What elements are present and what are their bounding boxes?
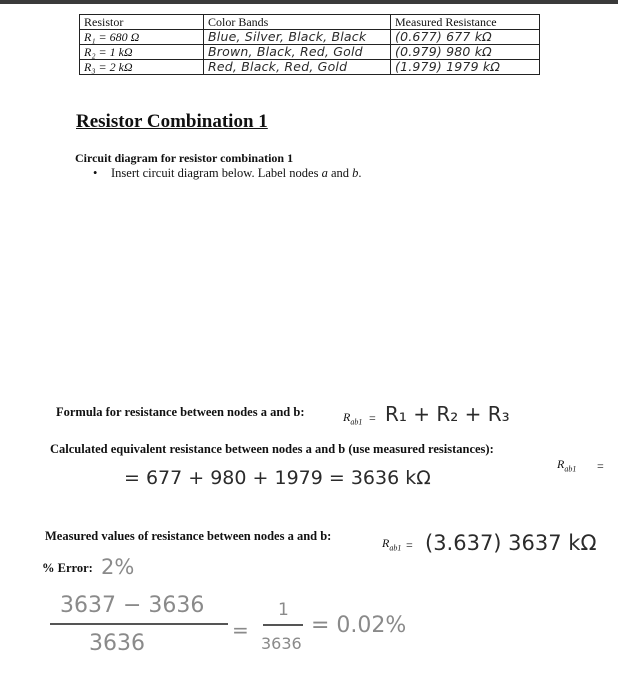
table-row <box>80 45 540 60</box>
node-a-label: a <box>321 166 328 180</box>
resistor-cell: R₂ = 1 kΩ <box>80 45 204 60</box>
formula-symbol: $R_{ab1}$ <box>343 410 363 427</box>
color-bands-cell: Red, Black, Red, Gold <box>204 60 391 75</box>
measured-cell: (1.979) 1979 kΩ <box>391 60 540 75</box>
calculated-symbol: $R_{ab1}$ <box>557 457 577 474</box>
instruction-and: and <box>327 166 353 180</box>
measured-cell: (0.979) 980 kΩ <box>391 45 540 60</box>
measured-cell: (0.677) 677 kΩ <box>391 30 540 45</box>
measured-equals: = <box>406 538 413 552</box>
header-color-bands: Color Bands <box>204 15 391 30</box>
error-equals: = <box>232 618 249 642</box>
error-result: = 0.02% <box>311 613 407 638</box>
error-denominator: 3636 <box>89 631 145 656</box>
section-title: Resistor Combination 1 <box>76 111 268 132</box>
header-resistor: Resistor <box>80 15 204 30</box>
table-row <box>80 60 540 75</box>
resistor-cell: R₃ = 2 kΩ <box>80 60 204 75</box>
measured-handwritten: (3.637) 3637 kΩ <box>425 531 597 555</box>
table-row <box>80 30 540 45</box>
resistor-table <box>79 14 540 75</box>
instruction-bullet <box>93 166 362 181</box>
fraction-bar <box>50 623 228 625</box>
bullet-dot: • <box>93 166 98 180</box>
error-numerator: 3637 − 3636 <box>60 593 205 618</box>
table-header-row <box>80 15 540 30</box>
calculated-handwritten: = 677 + 980 + 1979 = 3636 kΩ <box>124 467 431 489</box>
measured-label: Measured values of resistance between nodes a and b: <box>45 529 332 543</box>
measured-symbol: $R_{ab1}$ <box>382 536 402 553</box>
header-measured-resistance: Measured Resistance <box>391 15 540 30</box>
fraction2-numerator: 1 <box>278 600 289 620</box>
calculated-label: Calculated equivalent resistance between nodes a and b (use measured resistances): <box>50 442 494 456</box>
formula-label: Formula for resistance between nodes a and b: <box>56 405 305 419</box>
color-bands-cell: Blue, Silver, Black, Black <box>204 30 391 45</box>
resistor-cell: R₁ = 680 Ω <box>80 30 204 45</box>
circuit-diagram-heading: Circuit diagram for resistor combination 1 <box>75 151 294 165</box>
instruction-period: . <box>358 166 362 180</box>
instruction-text: Insert circuit diagram below. Label nodes <box>111 166 322 180</box>
node-b-label: b <box>352 166 359 180</box>
color-bands-cell: Brown, Black, Red, Gold <box>204 45 391 60</box>
percent-error-label: % Error: <box>42 561 93 575</box>
top-border <box>0 0 618 4</box>
calculated-equals: = <box>597 459 604 473</box>
percent-error-handwritten: 2% <box>101 555 135 579</box>
fraction2-bar <box>263 624 303 626</box>
formula-handwritten: R₁ + R₂ + R₃ <box>385 402 510 426</box>
formula-equals: = <box>369 411 376 425</box>
fraction2-denominator: 3636 <box>261 634 302 653</box>
